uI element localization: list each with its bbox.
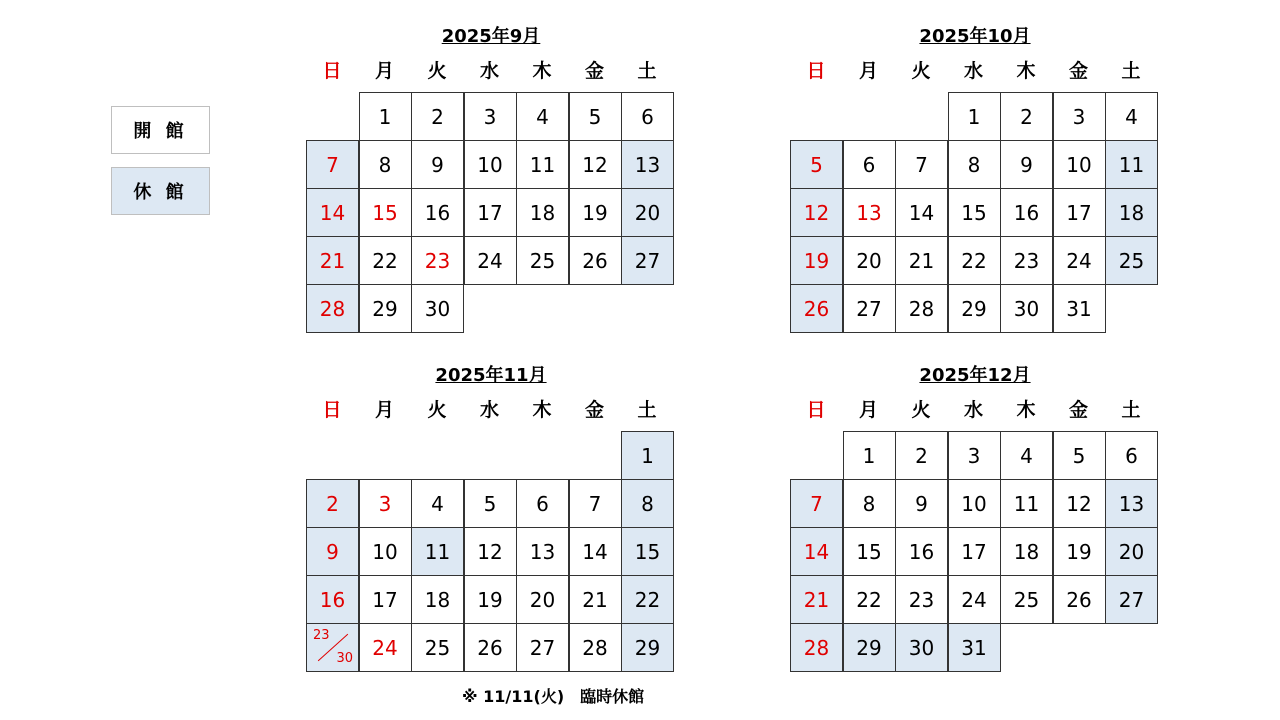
weekday-header: 木 — [1016, 60, 1036, 82]
weekday-header: 日 — [806, 60, 826, 82]
day-cell: 24 — [464, 236, 517, 285]
day-cell: 8 — [843, 479, 896, 528]
day-cell: 29 — [359, 284, 412, 333]
day-cell: 17 — [948, 527, 1001, 576]
weekday-header: 火 — [427, 399, 447, 421]
day-cell: 18 — [1000, 527, 1053, 576]
day-cell: 6 — [843, 140, 896, 189]
day-cell: 27 — [843, 284, 896, 333]
day-cell: 16 — [306, 575, 359, 624]
day-cell: 18 — [1105, 188, 1158, 237]
day-cell: 21 — [790, 575, 843, 624]
day-cell: 22 — [359, 236, 412, 285]
day-cell: 19 — [1053, 527, 1106, 576]
weekday-header: 水 — [963, 399, 983, 421]
day-cell: 27 — [1105, 575, 1158, 624]
day-cell: 9 — [306, 527, 359, 576]
month-title: 2025年10月 — [919, 26, 1031, 47]
day-cell: 25 — [411, 623, 464, 672]
day-cell: 23 — [411, 236, 464, 285]
day-cell: 2 — [306, 479, 359, 528]
day-cell: 15 — [359, 188, 412, 237]
day-cell: 2 — [411, 92, 464, 141]
day-cell: 11 — [1105, 140, 1158, 189]
day-cell: 11 — [516, 140, 569, 189]
day-cell: 25 — [516, 236, 569, 285]
day-cell: 27 — [516, 623, 569, 672]
day-cell: 6 — [516, 479, 569, 528]
day-cell: 12 — [790, 188, 843, 237]
weekday-header: 火 — [427, 60, 447, 82]
day-cell: 8 — [948, 140, 1001, 189]
day-cell: 26 — [1053, 575, 1106, 624]
day-cell: 6 — [1105, 431, 1158, 480]
weekday-header: 月 — [374, 399, 394, 421]
weekday-header: 土 — [1121, 60, 1141, 82]
day-cell: 29 — [843, 623, 896, 672]
day-cell: 20 — [1105, 527, 1158, 576]
weekday-header: 土 — [637, 60, 657, 82]
day-cell: 1 — [948, 92, 1001, 141]
day-cell: 14 — [569, 527, 622, 576]
day-cell: 22 — [621, 575, 674, 624]
weekday-header: 土 — [1121, 399, 1141, 421]
day-cell: 8 — [359, 140, 412, 189]
weekday-header: 水 — [479, 60, 499, 82]
day-cell: 4 — [1105, 92, 1158, 141]
month-title: 2025年11月 — [435, 365, 547, 386]
day-cell: 22 — [948, 236, 1001, 285]
day-cell: 10 — [359, 527, 412, 576]
day-cell: 14 — [306, 188, 359, 237]
weekday-header: 水 — [963, 60, 983, 82]
weekday-header: 金 — [1068, 60, 1088, 82]
day-cell: 3 — [464, 92, 517, 141]
day-cell: 5 — [569, 92, 622, 141]
day-cell: 26 — [790, 284, 843, 333]
day-cell: 28 — [895, 284, 948, 333]
day-cell: 18 — [516, 188, 569, 237]
day-cell: 1 — [843, 431, 896, 480]
weekday-header: 日 — [322, 60, 342, 82]
day-cell: 4 — [411, 479, 464, 528]
day-cell: 11 — [1000, 479, 1053, 528]
day-cell: 5 — [464, 479, 517, 528]
day-cell: 16 — [895, 527, 948, 576]
weekday-header: 月 — [858, 399, 878, 421]
day-cell: 20 — [843, 236, 896, 285]
day-cell: 24 — [359, 623, 412, 672]
day-cell: 17 — [464, 188, 517, 237]
day-cell: 23 — [1000, 236, 1053, 285]
weekday-header: 木 — [1016, 399, 1036, 421]
day-cell: 29 — [621, 623, 674, 672]
day-cell: 9 — [411, 140, 464, 189]
day-cell: 11 — [411, 527, 464, 576]
day-cell: 28 — [790, 623, 843, 672]
weekday-header: 日 — [322, 399, 342, 421]
day-cell: 16 — [411, 188, 464, 237]
day-cell: 15 — [948, 188, 1001, 237]
day-cell: 30 — [411, 284, 464, 333]
day-cell: 8 — [621, 479, 674, 528]
day-cell: 25 — [1105, 236, 1158, 285]
day-cell: 13 — [843, 188, 896, 237]
day-cell: 7 — [895, 140, 948, 189]
day-number: 23 — [313, 628, 330, 643]
day-cell: 26 — [569, 236, 622, 285]
day-cell: 19 — [464, 575, 517, 624]
day-cell: 30 — [1000, 284, 1053, 333]
day-cell: 7 — [306, 140, 359, 189]
weekday-header: 月 — [858, 60, 878, 82]
day-cell: 3 — [359, 479, 412, 528]
day-cell: 9 — [895, 479, 948, 528]
day-cell: 15 — [621, 527, 674, 576]
day-cell: 1 — [359, 92, 412, 141]
day-cell: 9 — [1000, 140, 1053, 189]
day-cell: 6 — [621, 92, 674, 141]
day-cell: 14 — [895, 188, 948, 237]
day-cell: 23 — [895, 575, 948, 624]
weekday-header: 火 — [911, 399, 931, 421]
day-cell: 26 — [464, 623, 517, 672]
day-cell: 15 — [843, 527, 896, 576]
day-cell: 13 — [1105, 479, 1158, 528]
day-cell: 21 — [895, 236, 948, 285]
day-cell: 10 — [464, 140, 517, 189]
day-cell: 18 — [411, 575, 464, 624]
day-cell: 16 — [1000, 188, 1053, 237]
day-cell: 3 — [1053, 92, 1106, 141]
day-cell: 13 — [621, 140, 674, 189]
weekday-header: 木 — [532, 60, 552, 82]
legend-open: 開 館 — [111, 106, 210, 154]
day-cell: 28 — [306, 284, 359, 333]
day-cell: 12 — [569, 140, 622, 189]
day-cell: 7 — [569, 479, 622, 528]
day-cell: 2 — [895, 431, 948, 480]
weekday-header: 金 — [1068, 399, 1088, 421]
day-cell: 20 — [621, 188, 674, 237]
day-cell: 24 — [948, 575, 1001, 624]
weekday-header: 火 — [911, 60, 931, 82]
weekday-header: 金 — [584, 60, 604, 82]
weekday-header: 日 — [806, 399, 826, 421]
day-cell: 4 — [1000, 431, 1053, 480]
day-cell: 5 — [1053, 431, 1106, 480]
day-cell: 3 — [948, 431, 1001, 480]
day-cell: 22 — [843, 575, 896, 624]
day-cell: 28 — [569, 623, 622, 672]
month-title: 2025年9月 — [441, 26, 541, 47]
day-cell: 21 — [306, 236, 359, 285]
day-number: 30 — [336, 651, 353, 666]
day-cell: 10 — [1053, 140, 1106, 189]
day-cell: 17 — [359, 575, 412, 624]
day-cell: 5 — [790, 140, 843, 189]
day-cell: 14 — [790, 527, 843, 576]
day-cell: 30 — [895, 623, 948, 672]
day-cell: 17 — [1053, 188, 1106, 237]
day-cell: 12 — [1053, 479, 1106, 528]
day-cell: 31 — [1053, 284, 1106, 333]
weekday-header: 水 — [479, 399, 499, 421]
day-cell: 25 — [1000, 575, 1053, 624]
month-title: 2025年12月 — [919, 365, 1031, 386]
temporary-closure-note: ※ 11/11(火) 臨時休館 — [462, 687, 645, 706]
day-cell: 20 — [516, 575, 569, 624]
day-cell: 21 — [569, 575, 622, 624]
day-cell: 19 — [790, 236, 843, 285]
day-cell-split — [306, 623, 359, 672]
day-cell: 19 — [569, 188, 622, 237]
day-cell: 29 — [948, 284, 1001, 333]
day-cell: 4 — [516, 92, 569, 141]
weekday-header: 土 — [637, 399, 657, 421]
day-cell: 13 — [516, 527, 569, 576]
day-cell: 27 — [621, 236, 674, 285]
day-cell: 31 — [948, 623, 1001, 672]
day-cell: 12 — [464, 527, 517, 576]
day-cell: 24 — [1053, 236, 1106, 285]
weekday-header: 月 — [374, 60, 394, 82]
weekday-header: 木 — [532, 399, 552, 421]
day-cell: 1 — [621, 431, 674, 480]
day-cell: 2 — [1000, 92, 1053, 141]
day-cell: 7 — [790, 479, 843, 528]
weekday-header: 金 — [584, 399, 604, 421]
day-cell: 10 — [948, 479, 1001, 528]
legend-closed: 休 館 — [111, 167, 210, 215]
